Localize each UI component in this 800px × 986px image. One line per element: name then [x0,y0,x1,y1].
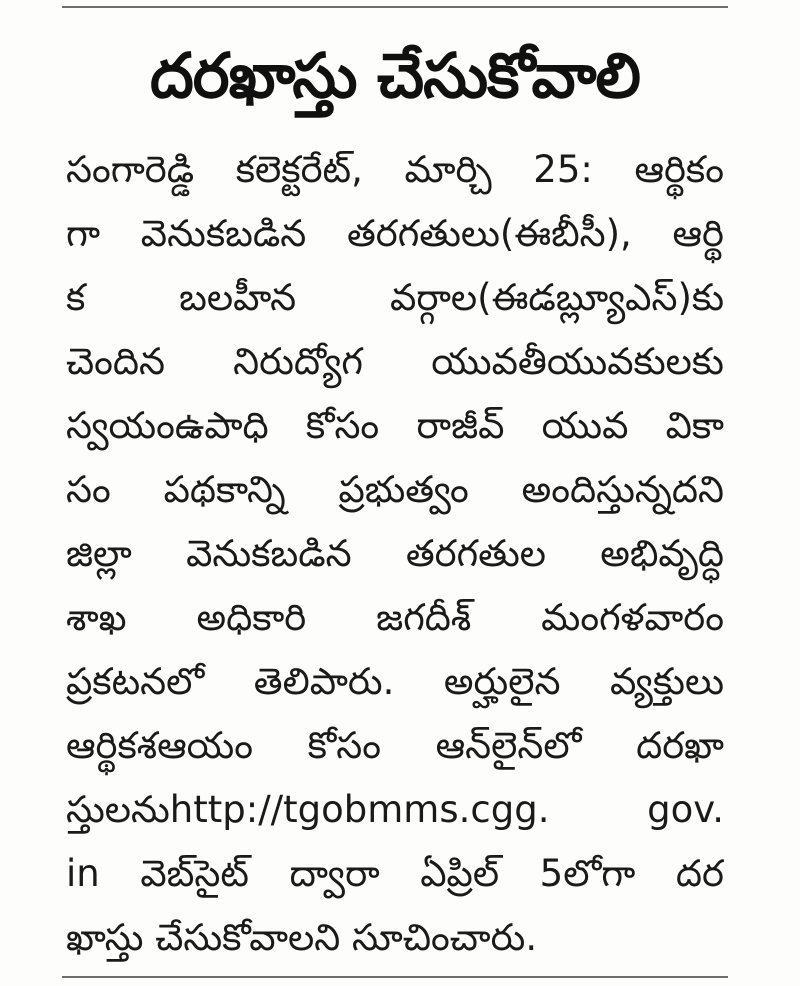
article-line: స్వయంఉపాధి కోసం రాజీవ్ యువ వికా [66,404,724,447]
top-divider [62,6,728,8]
article-line: ఆర్థికశఆయం కోసం ఆన్‌లైన్‌లో దరఖా [66,724,724,767]
article-line: ప్రకటనలో తెలిపారు. అర్హులైన వ్యక్తులు [66,660,724,703]
article-line: in వెబ్‌సైట్ ద్వారా ఏప్రిల్ 5లోగా దర [66,852,724,895]
bottom-divider [62,976,728,978]
article-line-last: ఖాస్తు చేసుకోవాలని సూచించారు. [66,916,538,959]
article-line: క బలహీన వర్గాల(ఈడబ్ల్యూఎస్)కు [66,276,724,319]
article-headline: దరఖాస్తు చేసుకోవాలి [150,39,640,112]
article-line: జిల్లా వెనుకబడిన తరగతుల అభివృద్ధి [66,532,724,575]
article-line-url: స్తులనుhttp://tgobmms.cgg. gov. [66,788,724,831]
article-body [66,138,724,970]
article-line: సం పథకాన్ని ప్రభుత్వం అందిస్తున్నదని [66,468,724,511]
article-line: శాఖ అధికారి జగదీశ్ మంగళవారం [66,596,724,639]
article-line: గా వెనుకబడిన తరగతులు(ఈబీసీ), ఆర్థి [66,212,724,255]
article-line: చెందిన నిరుద్యోగ యువతీయువకులకు [66,340,724,383]
article-line: సంగారెడ్డి కలెక్టరేట్, మార్చి 25: ఆర్థికం [66,148,724,191]
